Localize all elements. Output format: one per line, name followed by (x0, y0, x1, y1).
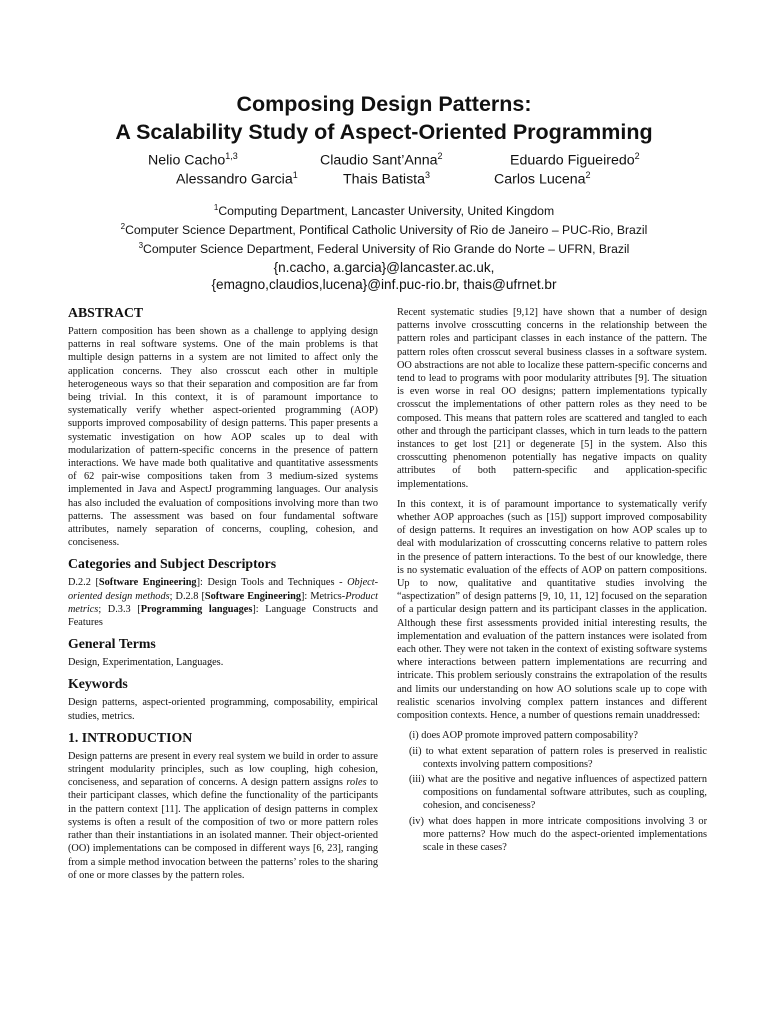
categories-text: D.2.2 [Software Engineering]: Design Tools and Techniques - Object-oriented design methods; D.2.8 [Software Engineering]: Metrics-Product metrics; D.3.3 [Programming languages]: Language Constructs and Features (68, 577, 379, 629)
author-4: Alessandro Garcia$^1$ (176, 170, 298, 188)
author-3: Eduardo Figueiredo$^2$ (510, 151, 640, 169)
author-1: Nelio Cacho$^{1,3}$ (148, 151, 238, 169)
keywords-text: Design patterns, aspect-oriented programming, composability, empirical studies, metrics. (68, 697, 378, 722)
affiliation-2: $^2$Computer Science Department, Pontifical Catholic University of Rio de Janeiro – PUC-Rio, Brazil (120, 222, 648, 238)
abstract-text: Pattern composition has been shown as a challenge to applying design patterns in real software systems. One of the main problems is that multiple design patterns in a system are not limited to affect only the application concerns. They also crosscut each other in multiple heterogeneous ways so that their separation and composition are far from being trivial. In this context, it is of paramount importance to systematically verify whether aspect-oriented programming (AOP) supports improved composability of design patterns. This paper presents a systematic investigation on how AOP scales up to deal with modularization of pattern-specific concerns in the presence of pattern interactions. We have made both qualitative and quantitative assessments of 62 pair-wise compositions taken from 3 medium-sized systems implemented in Java and AspectJ programming languages. Our analysis has also included the evaluation of compositions involving more than two patterns. The assessment was based on four fundamental software attributes, namely separation of concerns, coupling, cohesion, and conciseness. (68, 326, 378, 549)
author-5: Thais Batista$^3$ (343, 170, 431, 188)
categories-heading: Categories and Subject Descriptors (68, 556, 277, 572)
title-line-1: Composing Design Patterns: (236, 92, 532, 116)
paper-title (0, 90, 768, 146)
research-questions (397, 729, 707, 854)
general-terms-heading: General Terms (68, 636, 156, 652)
general-terms-text: Design, Experimentation, Languages. (68, 657, 224, 669)
right-column (397, 306, 707, 856)
research-question: (ii) to what extent separation of pattern roles is preserved in realistic contexts involving pattern compositions? (409, 745, 707, 770)
author-6: Carlos Lucena$^2$ (494, 170, 591, 188)
title-line-2: A Scalability Study of Aspect-Oriented Programming (115, 120, 653, 144)
research-question: (iii) what are the positive and negative influences of aspectized pattern compositions on fundamental software attributes, such as coupling, cohesion, and conciseness? (409, 773, 707, 812)
keywords-heading: Keywords (68, 676, 128, 692)
introduction-text: Design patterns are present in every real system we build in order to assure stringent modularity principles, such as low coupling, high cohesion, conciseness, and separation of concerns. A design pattern assigns roles to their participant classes, which define the functionality of the participants in the pattern context [11]. The application of design patterns in complex systems is often a result of the composition of two or more pattern roles rather than their instantiations in an isolated manner. Their object-oriented (OO) implementations can be composed in different ways [6, 23], ranging from a simple method invocation between the patterns’ roles to the sharing of one or more classes by the pattern roles. (68, 750, 379, 881)
left-column (68, 305, 378, 889)
research-question: (iv) what does happen in more intricate compositions involving 3 or more patterns? How much do the aspect-oriented implementations scale in these cases? (409, 815, 707, 853)
author-2: Claudio Sant’Anna$^2$ (320, 151, 443, 169)
affiliation-1: $^1$Computing Department, Lancaster University, United Kingdom (213, 203, 555, 219)
body-paragraph-1: Recent systematic studies [9,12] have shown that a number of design patterns involve crosscutting concerns in the relationship between the pattern roles and participant classes in each instance of the pattern. The pattern roles often crosscut several business classes in a software system. OO abstractions are not able to localize these pattern-specific concerns and tend to lead to programs with poor modularity attributes [9]. The situation is even worse in real OO designs; pattern implementations typically crosscut the implementations of other pattern roles as they need to be composed. This means that pattern roles are scattered and tangled to each other and through the participant classes, which in turn leads to the pattern instances to get lost [21] or degenerate [5] in the system. Also this crosscutting phenomenon potentially has negative impacts on quality attributes of both pattern-specific and application-specific implementations. (397, 307, 707, 490)
affiliation-3: $^3$Computer Science Department, Federal University of Rio Grande do Norte – UFRN, Brazil (138, 241, 630, 257)
introduction-heading: 1. INTRODUCTION (68, 729, 193, 745)
research-question: (i) does AOP promote improved pattern composability? (409, 730, 638, 742)
author-emails: {n.cacho, a.garcia}@lancaster.ac.uk, {emagno,claudios,lucena}@inf.puc-rio.br, thais@ufrnet.br (211, 260, 557, 292)
abstract-heading: ABSTRACT (68, 305, 144, 320)
body-paragraph-2: In this context, it is of paramount importance to systematically verify whether AOP approaches (such as [15]) support improved composability of design patterns. It requires an investigation on how AOP scales up to deal with modularization of crosscutting concerns relative to pattern roles in the presence of pattern interactions. To the best of our knowledge, there is no systematic evaluation of the effects of AOP on pattern compositions. Up to now, qualitative and quantitative studies involving the “aspectization” of design patterns [9, 10, 11, 12] focused on the separation of a particular design pattern and its participant classes in the application. Although these first assessments provided initial interesting results, the implementation and evaluation of the pattern instances were isolated from each other. They were not taken in the context of existing software systems where interactions between pattern implementations are recurring and intricate. This problem seriously constrains the extrapolation of the results and limits our understanding on how AO solutions scale up to cope with realistic scenarios involving complex pattern instances and different composition contexts. Hence, a number of questions remain unaddressed: (397, 498, 707, 722)
